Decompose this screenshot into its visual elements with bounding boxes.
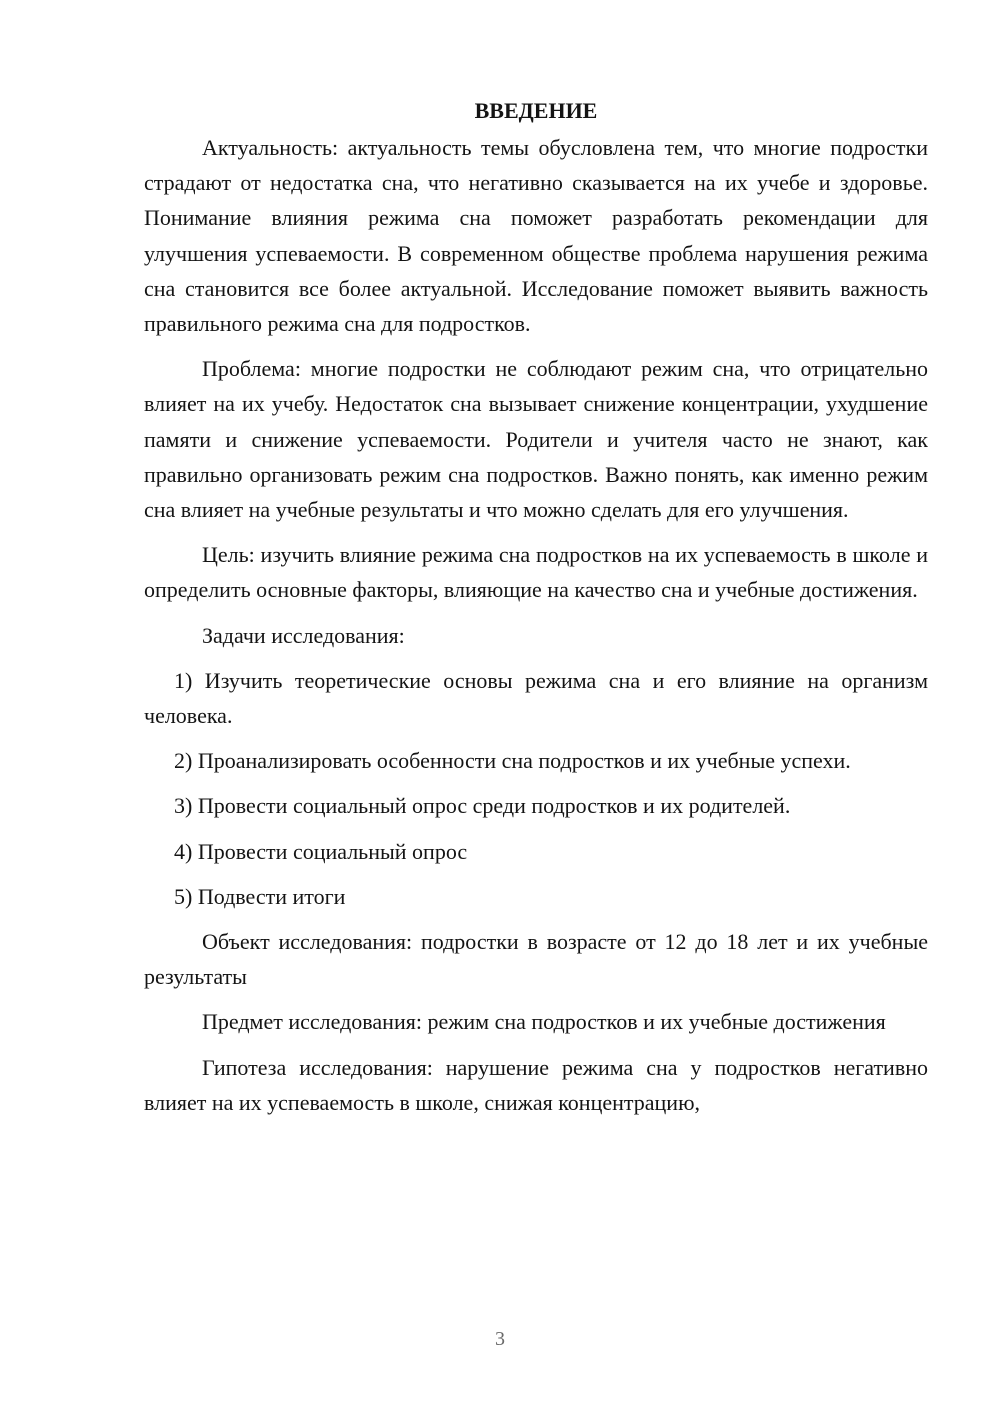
section-title: ВВЕДЕНИЕ (474, 98, 598, 123)
page-content (144, 96, 928, 1130)
task-item: 1) Изучить теоретические основы режима сна и его влияние на организм человека. (144, 667, 928, 729)
paragraph-goal: Цель: изучить влияние режима сна подростков на их успеваемость в школе и определить основные факторы, влияющие на качество сна и учебные достижения. (144, 542, 928, 603)
page-number: 3 (495, 1328, 505, 1350)
task-item: 4) Провести социальный опрос (174, 838, 468, 864)
paragraph-object: Объект исследования: подростки в возрасте от 12 до 18 лет и их учебные результаты (144, 929, 928, 990)
task-item: 3) Провести социальный опрос среди подростков и их родителей. (174, 793, 791, 819)
task-item: 5) Подвести итоги (174, 883, 346, 909)
tasks-heading: Задачи исследования: (202, 622, 405, 648)
paragraph-relevance: Актуальность: актуальность темы обусловлена тем, что многие подростки страдают от недостатка сна, что негативно сказывается на их учебе и здоровье. Понимание влияния режима сна поможет разработать рекомендации для улучшения успеваемости. В современном обществе проблема нарушения режима сна становится все более актуальной. Исследование поможет выявить важность правильного режима сна для подростков. (144, 135, 928, 337)
paragraph-problem: Проблема: многие подростки не соблюдают режим сна, что отрицательно влияет на их учебу. Недостаток сна вызывает снижение концентрации, ухудшение памяти и снижение успеваемости. Родители и учителя часто не знают, как правильно организовать режим сна подростков. Важно понять, как именно режим сна влияет на учебные результаты и что можно сделать для его улучшения. (144, 356, 928, 523)
paragraph-hypothesis: Гипотеза исследования: нарушение режима сна у подростков негативно влияет на их успеваемость в школе, снижая концентрацию, (144, 1054, 928, 1115)
task-item: 2) Проанализировать особенности сна подростков и их учебные успехи. (174, 748, 851, 774)
paragraph-subject: Предмет исследования: режим сна подростков и их учебные достижения (202, 1009, 886, 1035)
